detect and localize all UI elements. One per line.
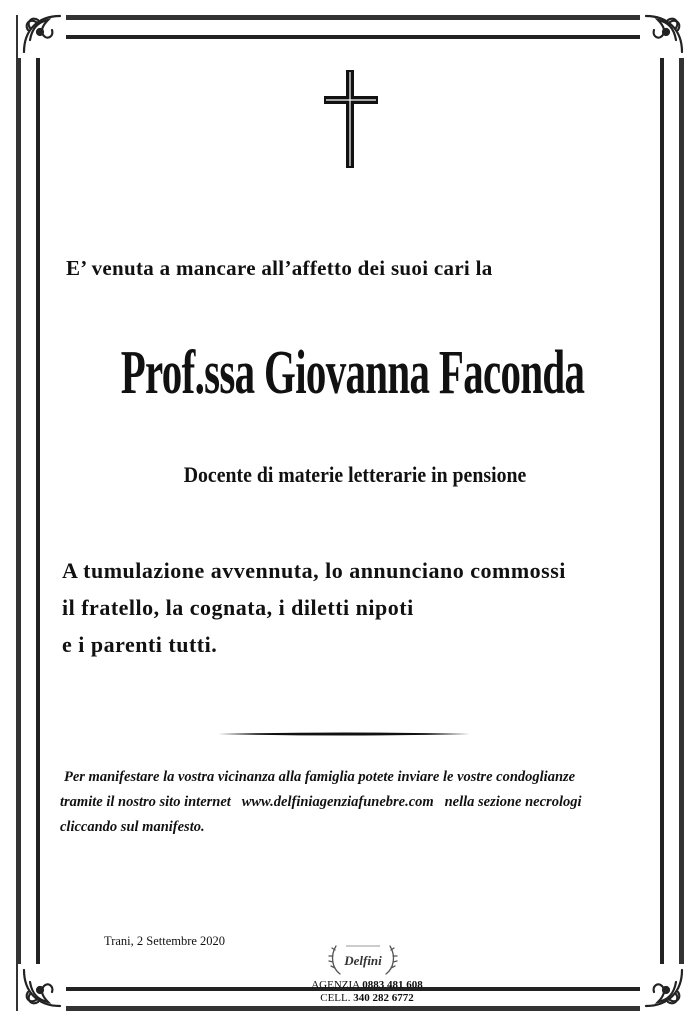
cell-phone: 340 282 6772 xyxy=(353,992,414,1004)
logo-text: Delfini xyxy=(344,953,382,968)
corner-ornament-icon xyxy=(640,964,688,1012)
place-date: Trani, 2 Settembre 2020 xyxy=(104,934,226,948)
deceased-name: Prof.ssa Giovanna Faconda xyxy=(120,339,585,407)
condolence-line: cliccando sul manifesto. xyxy=(60,819,205,835)
inner-border xyxy=(36,35,664,991)
condolence-text: nella sezione necrologi xyxy=(444,794,582,810)
announcement xyxy=(62,552,566,663)
agency-logo xyxy=(326,940,400,978)
cross-icon xyxy=(320,68,382,170)
corner-ornament-icon xyxy=(640,10,688,58)
corner-ornament-icon xyxy=(18,10,66,58)
condolence-line: Per manifestare la vostra vicinanza alla famiglia potete inviare le vostre condoglianze xyxy=(64,769,576,785)
announcement-line: e i parenti tutti. xyxy=(62,632,218,657)
condolence-text: tramite il nostro sito internet xyxy=(60,794,231,810)
divider xyxy=(218,724,470,730)
agency-label: AGENZIA xyxy=(311,979,360,991)
intro-text: E’ venuta a mancare all’affetto dei suoi cari la xyxy=(66,256,493,280)
announcement-line: il fratello, la cognata, i diletti nipoti xyxy=(62,595,414,620)
cell-label: CELL. xyxy=(320,992,351,1004)
agency-phone: 0883 481 608 xyxy=(362,979,423,991)
deceased-role: Docente di materie letterarie in pensione xyxy=(183,462,527,487)
corner-ornament-icon xyxy=(18,964,66,1012)
condolence-note xyxy=(60,765,660,840)
condolence-line xyxy=(60,790,660,815)
website-link[interactable]: www.delfiniagenziafunebre.com xyxy=(241,794,434,810)
announcement-line: A tumulazione avvennuta, lo annunciano commossi xyxy=(62,558,566,583)
agency-contacts xyxy=(292,979,442,1005)
